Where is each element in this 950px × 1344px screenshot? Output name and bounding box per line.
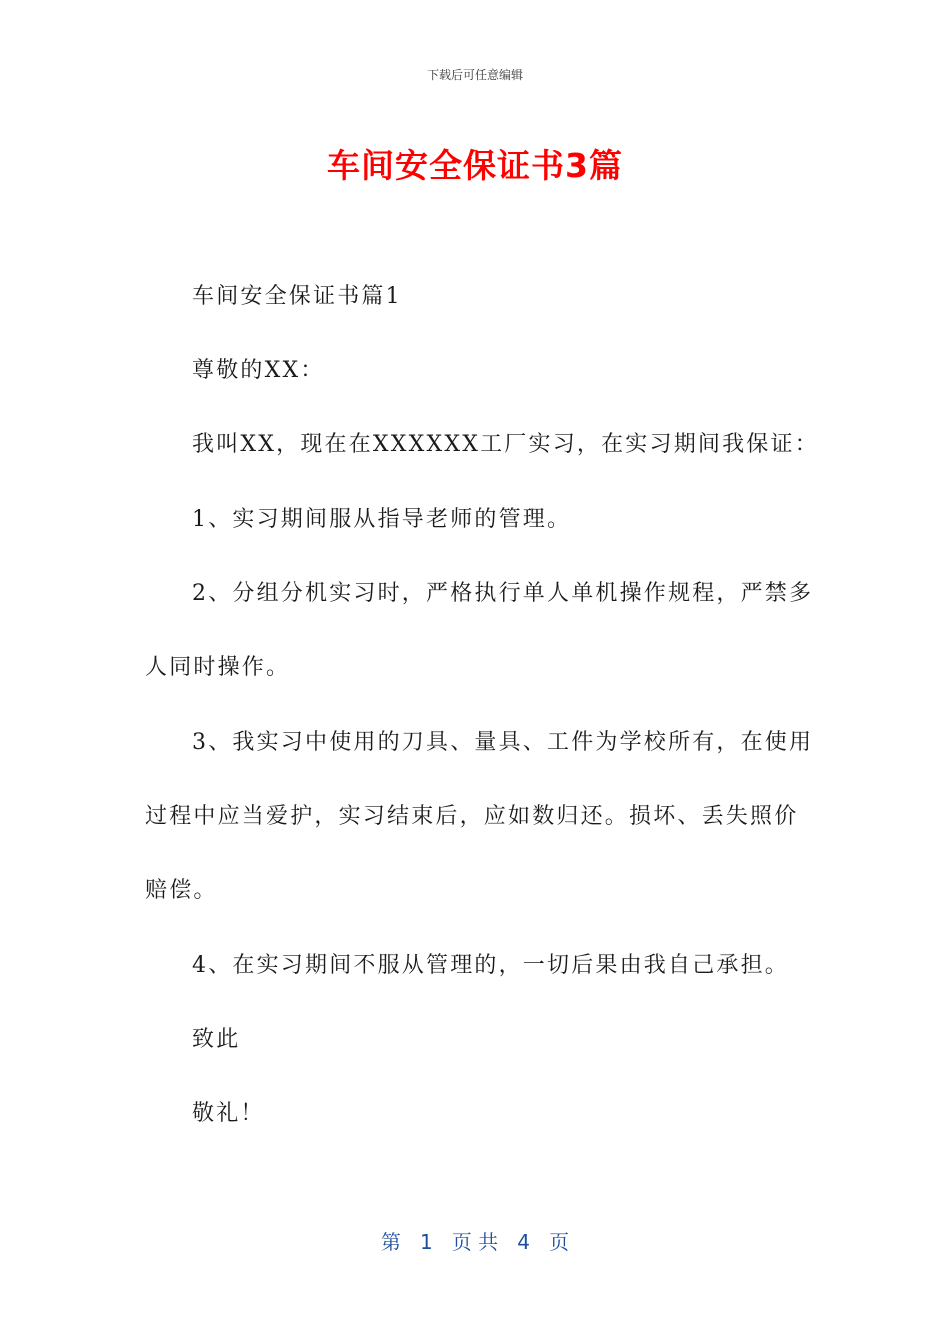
- intro-paragraph: 我叫XX，现在在XXXXXX工厂实习，在实习期间我保证：: [192, 432, 819, 457]
- item-4: 4、在实习期间不服从管理的，一切后果由我自己承担。: [192, 953, 789, 978]
- footer-page-label: 第: [380, 1230, 401, 1254]
- item-3-line-2: 过程中应当爱护，实习结束后，应如数归还。损坏、丢失照价: [145, 804, 799, 829]
- item-3-line-3: 赔偿。: [145, 878, 218, 903]
- document-title: 车间安全保证书3篇: [327, 146, 623, 185]
- item-3-line-1: 3、我实习中使用的刀具、量具、工件为学校所有，在使用: [192, 730, 814, 755]
- closing-line-1: 致此: [192, 1027, 241, 1052]
- footer-page-separator: 页 共: [451, 1230, 499, 1254]
- page-footer: [0, 1226, 950, 1255]
- item-1: 1、实习期间服从指导老师的管理。: [192, 507, 572, 532]
- salutation: 尊敬的XX：: [192, 358, 325, 383]
- footer-total-pages: 4: [517, 1230, 530, 1254]
- footer-page-number: 1: [420, 1230, 433, 1254]
- closing-line-2: 敬礼！: [192, 1101, 265, 1126]
- section-heading: 车间安全保证书篇1: [192, 284, 402, 309]
- item-2-line-1: 2、分组分机实习时，严格执行单人单机操作规程，严禁多: [192, 581, 814, 606]
- footer-page-suffix: 页: [549, 1230, 570, 1254]
- header-note: 下载后可任意编辑: [426, 68, 523, 82]
- item-2-line-2: 人同时操作。: [145, 655, 291, 680]
